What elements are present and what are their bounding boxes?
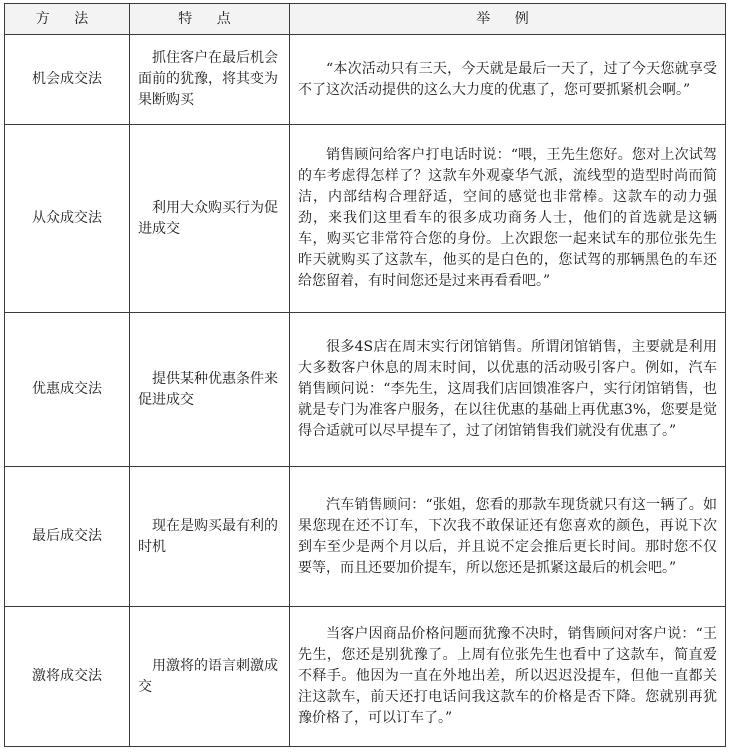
method-cell: 最后成交法 <box>5 467 130 607</box>
table-row <box>5 313 726 467</box>
method-cell: 机会成交法 <box>5 35 130 125</box>
feature-cell: 抓住客户在最后机会面前的犹豫，将其变为果断购买 <box>130 35 290 125</box>
header-feature: 特 点 <box>130 4 290 35</box>
table-row <box>5 125 726 313</box>
header-example: 举 例 <box>290 4 726 35</box>
method-cell: 从众成交法 <box>5 125 130 313</box>
feature-cell: 现在是购买最有利的时机 <box>130 467 290 607</box>
table-row <box>5 607 726 747</box>
table-row <box>5 35 726 125</box>
example-cell: 很多4S店在周末实行闭馆销售。所谓闭馆销售，主要就是利用大多数客户休息的周末时间，以优惠的活动吸引客户。例如，汽车销售顾问说：“李先生，这周我们店回馈准客户，实行闭馆销售，也就是专门为准客户服务，在以往优惠的基础上再优惠3%，您要是觉得合适就可以尽早提车了，过了闭馆销售我们就没有优惠了。” <box>290 313 726 467</box>
method-cell: 激将成交法 <box>5 607 130 747</box>
example-cell: “本次活动只有三天，今天就是最后一天了，过了今天您就享受不了这次活动提供的这么大力度的优惠了，您可要抓紧机会啊。” <box>290 35 726 125</box>
feature-cell: 利用大众购买行为促进成交 <box>130 125 290 313</box>
header-method: 方 法 <box>5 4 130 35</box>
sales-closing-methods-table <box>4 3 726 747</box>
feature-cell: 提供某种优惠条件来促进成交 <box>130 313 290 467</box>
example-cell: 汽车销售顾问：“张姐，您看的那款车现货就只有这一辆了。如果您现在还不订车，下次我不敢保证还有您喜欢的颜色，再说下次到车至少是两个月以后，并且说不定会推后更长时间。那时您不仅要等，而且还要加价提车，所以您还是抓紧这最后的机会吧。” <box>290 467 726 607</box>
method-cell: 优惠成交法 <box>5 313 130 467</box>
example-cell: 销售顾问给客户打电话时说：“喂，王先生您好。您对上次试驾的车考虑得怎样了？这款车外观豪华气派，流线型的造型时尚而简洁，内部结构合理舒适，空间的感觉也非常棒。这款车的动力强劲，来我们这里看车的很多成功商务人士，他们的首选就是这辆车，购买它非常符合您的身份。上次跟您一起来试车的那位张先生昨天就购买了这款车，他买的是白色的，您试驾的那辆黑色的车还给您留着，有时间您还是过来再看看吧。” <box>290 125 726 313</box>
table-header-row <box>5 4 726 35</box>
example-cell: 当客户因商品价格问题而犹豫不决时，销售顾问对客户说：“王先生，您还是别犹豫了。上周有位张先生也看中了这款车，简直爱不释手。他因为一直在外地出差，所以迟迟没提车，但他一直都关注这款车，前天还打电话问我这款车的价格是否下降。您就别再犹豫价格了，可以订车了。” <box>290 607 726 747</box>
table-row <box>5 467 726 607</box>
feature-cell: 用激将的语言刺激成交 <box>130 607 290 747</box>
